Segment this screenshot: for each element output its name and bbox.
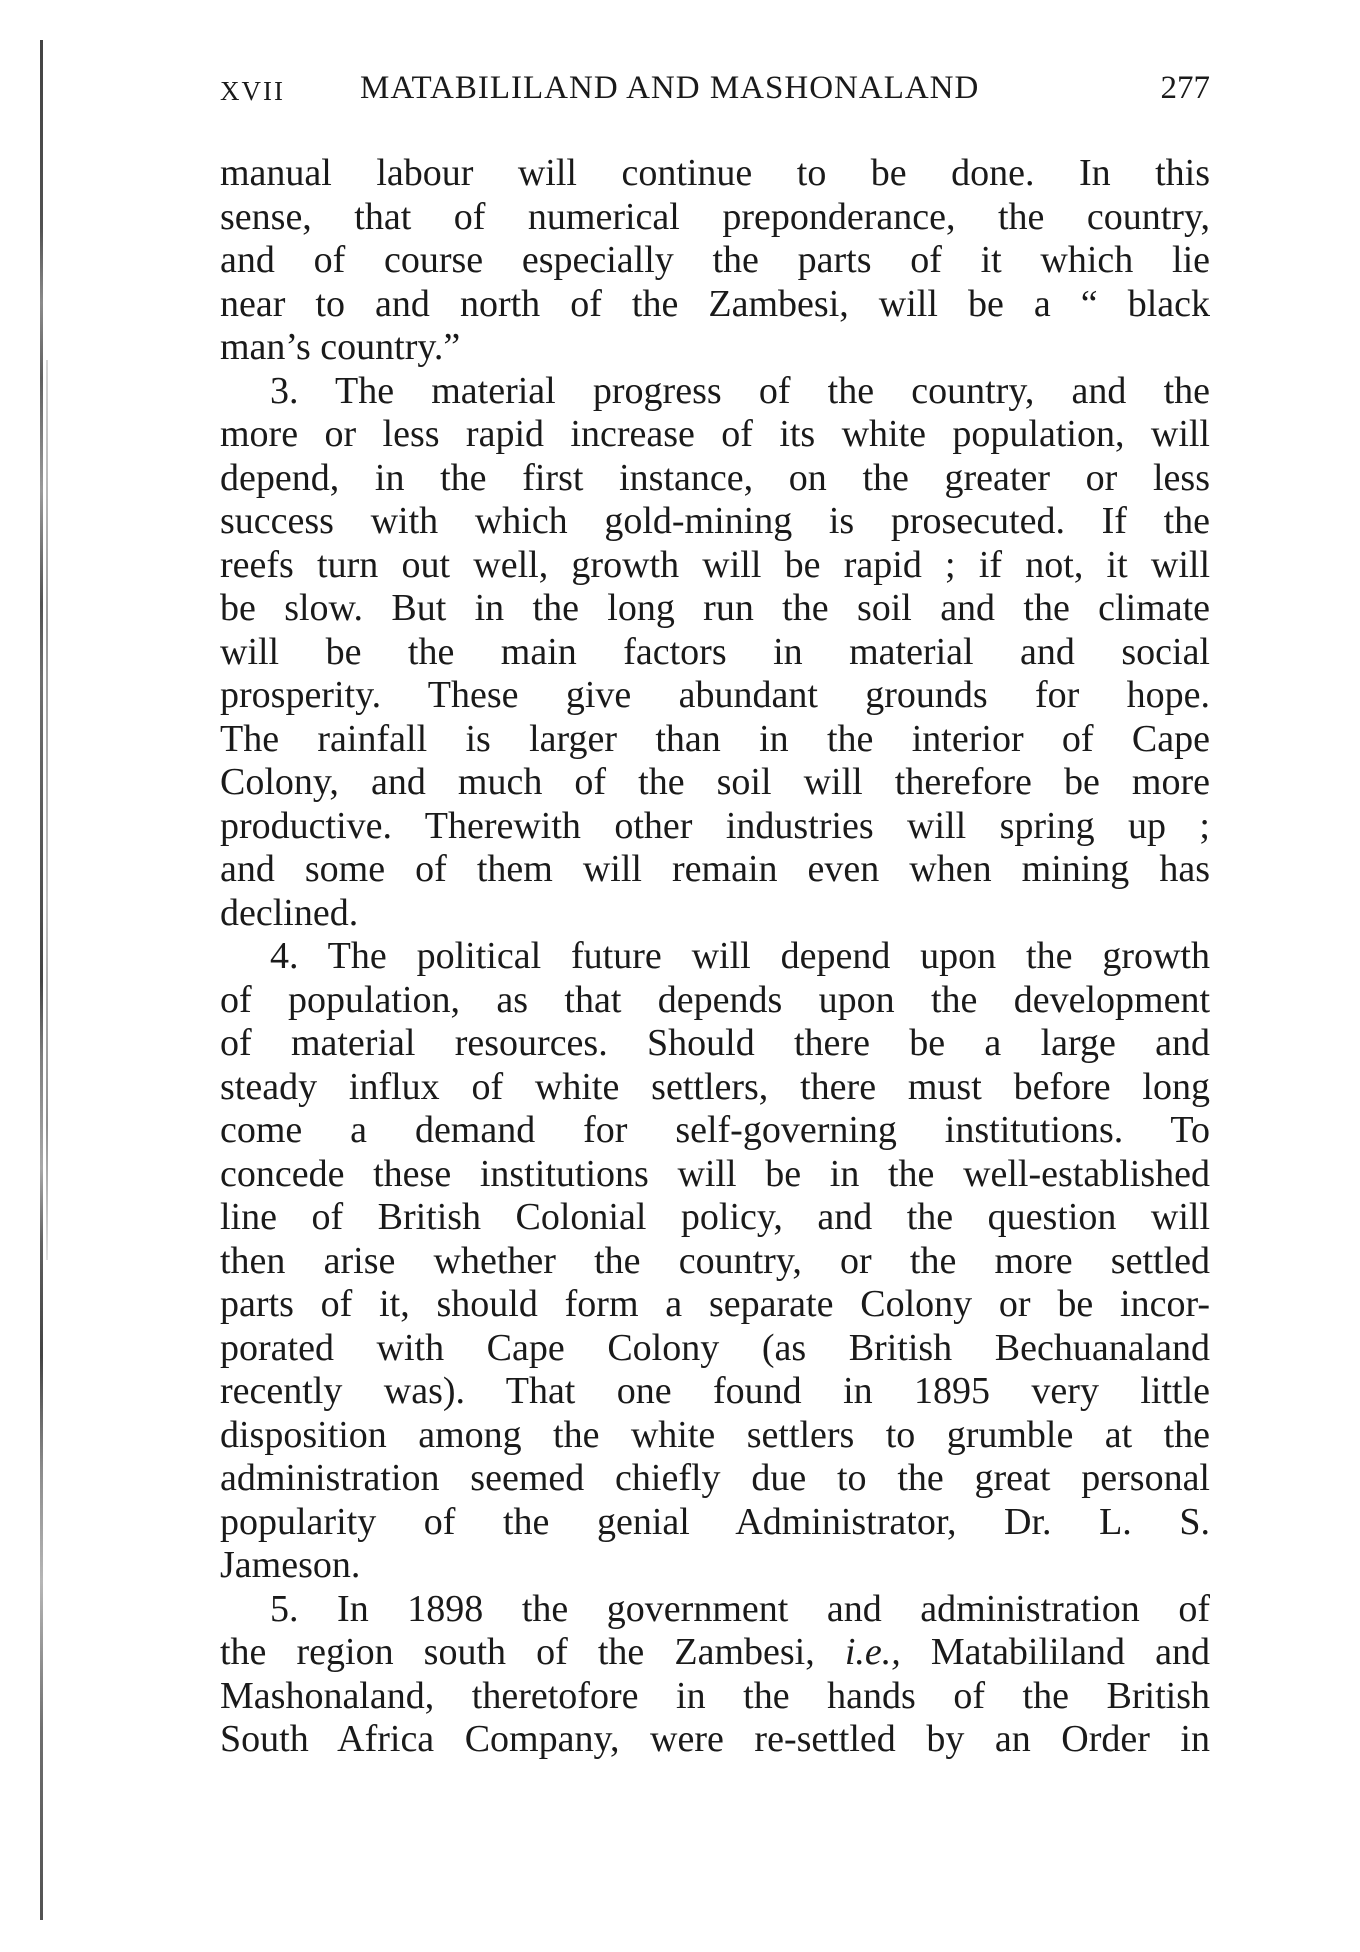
text-line: will be the main factors in material and social [220,630,1210,673]
text-line: reefs turn out well, growth will be rapid ; if not, it will [220,543,1210,586]
text-line: of population, as that depends upon the development [220,978,1210,1021]
chapter-number: XVII [220,76,285,106]
running-head [220,70,1210,120]
text-line: Colony, and much of the soil will therefore be more [220,761,1210,803]
text-line: come a demand for self-governing institutions. To [220,1109,1210,1151]
text-line: productive. Therewith other industries will spring up ; [220,804,1210,847]
text-line: be slow. But in the long run the soil and the climate [220,587,1210,629]
text-line: 3. The material progress of the country, and the [270,369,1210,412]
text-line: 5. In 1898 the government and administration of [270,1587,1210,1630]
text-line: man’s country.” [220,326,461,368]
text-line: recently was). That one found in 1895 very little [220,1370,1210,1412]
text-line: line of British Colonial policy, and the question will [220,1196,1210,1238]
text-line: prosperity. These give abundant grounds for hope. [220,674,1210,716]
text-line: concede these institutions will be in the well-established [220,1152,1210,1195]
text-line: steady influx of white settlers, there must before long [220,1065,1210,1108]
running-title: MATABILILAND AND MASHONALAND [360,70,980,106]
page-number: 277 [1160,70,1210,106]
text-line: manual labour will continue to be done. In this [220,152,1210,194]
text-line: declined. [220,891,359,934]
text-line: Mashonaland, theretofore in the hands of the British [220,1674,1210,1717]
text-line: near to and north of the Zambesi, will be a “ black [220,282,1210,325]
text-line: Jameson. [220,1544,361,1586]
binding-edge-shadow-inner [46,360,48,1260]
text-line: parts of it, should form a separate Colony or be incor- [220,1283,1210,1325]
text-line: more or less rapid increase of its white population, will [220,413,1210,455]
text-line: success with which gold-mining is prosecuted. If the [220,500,1210,542]
text-line: The rainfall is larger than in the interior of Cape [220,717,1210,760]
text-line: the region south of the Zambesi, i.e., Matabililand and [220,1631,1210,1673]
text-line: and of course especially the parts of it which lie [220,239,1210,281]
text-line: then arise whether the country, or the more settled [220,1239,1210,1282]
text-line: of material resources. Should there be a large and [220,1022,1210,1064]
body-text [220,152,1210,1762]
text-line: porated with Cape Colony (as British Bechuanaland [220,1326,1210,1369]
text-line: depend, in the first instance, on the greater or less [220,456,1210,499]
text-line: 4. The political future will depend upon the growth [270,935,1210,977]
text-line: administration seemed chiefly due to the great personal [220,1457,1210,1499]
text-line: South Africa Company, were re-settled by an Order in [220,1718,1210,1760]
text-line: disposition among the white settlers to grumble at the [220,1413,1210,1456]
text-line: popularity of the genial Administrator, Dr. L. S. [220,1500,1210,1543]
text-line: and some of them will remain even when mining has [220,848,1210,890]
text-line: sense, that of numerical preponderance, the country, [220,195,1210,238]
binding-edge-shadow [40,40,43,1920]
